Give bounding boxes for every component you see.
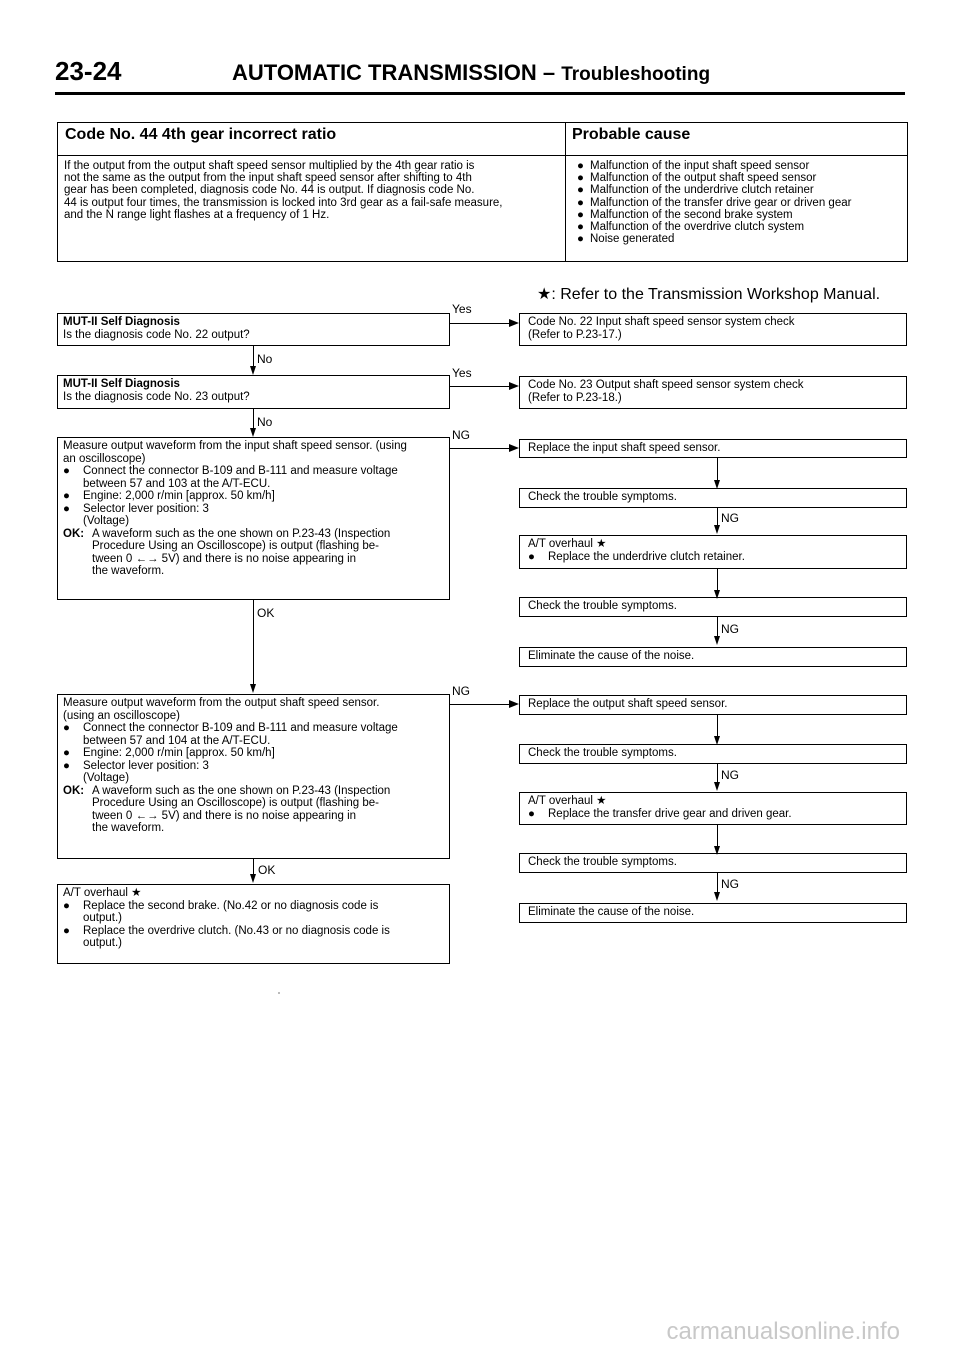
step1-question: Is the diagnosis code No. 22 output?	[63, 328, 250, 341]
subsection-title: Troubleshooting	[561, 64, 711, 85]
replace-output-sensor-box: Replace the output shaft speed sensor.	[519, 695, 907, 715]
step3-bullet: ● Selector lever position: 3	[63, 502, 209, 515]
ng-label: NG	[721, 768, 739, 782]
step2-title: MUT-II Self Diagnosis	[63, 378, 180, 390]
step2-yes-box	[519, 376, 907, 409]
code-column	[58, 123, 566, 261]
step5-item: ● Replace the second brake. (No.42 or no diagnosis code is	[63, 899, 379, 912]
step3-line: Measure output waveform from the input shaft speed sensor. (using	[63, 440, 407, 452]
step5-title: A/T overhaul ★	[63, 887, 142, 899]
cause-item: ● Malfunction of the output shaft speed sensor	[577, 172, 817, 185]
step3-ok-cont: the waveform.	[92, 565, 165, 577]
ng-label: NG	[452, 684, 470, 698]
no-label: No	[257, 415, 273, 429]
connector-line	[717, 873, 718, 894]
arrow-right-icon	[509, 444, 519, 452]
arrow-right-icon	[509, 319, 519, 327]
section-title: AUTOMATIC TRANSMISSION	[232, 60, 537, 85]
check-symptoms-box: Check the trouble symptoms.	[519, 488, 907, 508]
probable-cause-column	[565, 123, 907, 261]
arrow-right-icon	[509, 382, 519, 390]
connector-line	[253, 409, 254, 430]
code-title: Code No. 44 4th gear incorrect ratio	[58, 123, 565, 156]
step4-voltage: (Voltage)	[83, 772, 130, 784]
step4-bullet: ● Connect the connector B-109 and B-111 and measure voltage	[63, 722, 398, 734]
step2-question: Is the diagnosis code No. 23 output?	[63, 390, 250, 403]
step3-bullet: ● Connect the connector B-109 and B-111 and measure voltage	[63, 465, 398, 477]
workshop-manual-note: ★: Refer to the Transmission Workshop Manual.	[537, 286, 881, 303]
overhaul-box	[519, 792, 907, 825]
overhaul-title: A/T overhaul ★	[528, 795, 607, 807]
overhaul-item: ● Replace the underdrive clutch retainer.	[528, 550, 745, 563]
no-label: No	[257, 352, 273, 366]
arrow-down-icon	[250, 428, 256, 437]
eliminate-noise-box: Eliminate the cause of the noise.	[519, 647, 907, 667]
cause-item: ● Noise generated	[577, 233, 675, 246]
step3-bullet: ● Engine: 2,000 r/min [approx. 50 km/h]	[63, 490, 275, 502]
code-description	[58, 156, 565, 225]
eliminate-noise-box: Eliminate the cause of the noise.	[519, 903, 907, 923]
scan-artifact	[278, 992, 280, 994]
step2-box	[57, 375, 450, 409]
step1-yes-box	[519, 313, 907, 346]
step4-ok-cont: Procedure Using an Oscilloscope) is output (flashing be-	[92, 797, 380, 809]
check-symptoms-box: Check the trouble symptoms.	[519, 853, 907, 873]
description-line: and the N range light flashes at a frequency of 1 Hz.	[64, 208, 330, 221]
step5-box	[57, 884, 450, 964]
step3-ok-cont: tween 0 ←→ 5V) and there is no noise appearing in	[92, 552, 357, 565]
connector-line	[450, 386, 512, 387]
overhaul-title: A/T overhaul ★	[528, 538, 607, 550]
step3-bullet-cont: between 57 and 103 at the A/T-ECU.	[83, 477, 271, 490]
cause-item: ● Malfunction of the second brake system	[577, 208, 793, 221]
step1-box	[57, 313, 450, 346]
arrow-right-icon	[509, 700, 519, 708]
description-line: 44 is output four times, the transmission is locked into 3rd gear as a fail-safe measure,	[64, 196, 503, 209]
check-symptoms-box: Check the trouble symptoms.	[519, 597, 907, 617]
overhaul-box	[519, 535, 907, 569]
ng-label: NG	[721, 622, 739, 636]
description-line: gear has been completed, diagnosis code No. 44 is output. If diagnosis code No.	[64, 184, 475, 197]
watermark: carmanualsonline.info	[666, 1318, 900, 1345]
connector-line	[450, 323, 512, 324]
page-title	[232, 60, 710, 86]
description-line: If the output from the output shaft speed sensor multiplied by the 4th gear ratio is	[64, 160, 475, 172]
cause-item: ● Malfunction of the transfer drive gear or driven gear	[577, 196, 852, 209]
yes-label: Yes	[452, 302, 472, 316]
step3-box	[57, 437, 450, 600]
probable-cause-list	[565, 156, 907, 249]
connector-line	[450, 448, 512, 449]
step4-line: Measure output waveform from the output shaft speed sensor.	[63, 697, 380, 709]
overhaul-item: ● Replace the transfer drive gear and driven gear.	[528, 807, 792, 820]
step4-line: (using an oscilloscope)	[63, 709, 180, 722]
arrow-down-icon	[250, 684, 256, 693]
step4-ok: OK: A waveform such as the one shown on P.23-43 (Inspection	[63, 784, 391, 797]
step2-yes-ref: (Refer to P.23-18.)	[528, 391, 622, 404]
step5-item-cont: output.)	[83, 937, 122, 949]
step3-ok: OK: A waveform such as the one shown on P.23-43 (Inspection	[63, 527, 391, 540]
code-summary-box	[57, 122, 908, 262]
arrow-down-icon	[250, 874, 256, 883]
cause-item: ● Malfunction of the underdrive clutch retainer	[577, 184, 814, 197]
step1-yes-line: Code No. 22 Input shaft speed sensor system check	[528, 316, 795, 328]
header-rule	[55, 92, 905, 95]
cause-item: ● Malfunction of the overdrive clutch system	[577, 221, 805, 234]
arrow-down-icon	[714, 782, 720, 791]
step4-ok-cont: tween 0 ←→ 5V) and there is no noise appearing in	[92, 809, 357, 822]
yes-label: Yes	[452, 366, 472, 380]
arrow-down-icon	[250, 366, 256, 375]
step4-bullet: ● Engine: 2,000 r/min [approx. 50 km/h]	[63, 747, 275, 759]
step4-bullet-cont: between 57 and 104 at the A/T-ECU.	[83, 734, 271, 747]
step5-item-cont: output.)	[83, 912, 122, 924]
title-dash: –	[542, 60, 556, 85]
description-line: not the same as the output from the input shaft speed sensor after shifting to 4th	[64, 172, 472, 185]
arrow-down-icon	[714, 892, 720, 901]
step3-line: an oscilloscope)	[63, 452, 146, 465]
ng-label: NG	[452, 428, 470, 442]
ng-label: NG	[721, 511, 739, 525]
step1-title: MUT-II Self Diagnosis	[63, 316, 180, 328]
step3-voltage: (Voltage)	[83, 515, 130, 527]
page-number: 23-24	[55, 56, 122, 86]
step2-yes-line: Code No. 23 Output shaft speed sensor system check	[528, 379, 804, 391]
ok-label: OK	[258, 863, 276, 877]
cause-item: ● Malfunction of the input shaft speed sensor	[577, 160, 810, 172]
ok-label: OK	[257, 606, 275, 620]
step5-item: ● Replace the overdrive clutch. (No.43 or no diagnosis code is	[63, 924, 390, 937]
arrow-down-icon	[714, 636, 720, 645]
connector-line	[253, 600, 254, 687]
step4-box	[57, 694, 450, 859]
connector-line	[450, 704, 512, 705]
probable-cause-title: Probable cause	[565, 123, 907, 156]
connector-line	[253, 346, 254, 368]
ng-label: NG	[721, 877, 739, 891]
step4-ok-cont: the waveform.	[92, 822, 165, 834]
step1-yes-ref: (Refer to P.23-17.)	[528, 328, 622, 341]
check-symptoms-box: Check the trouble symptoms.	[519, 744, 907, 764]
step4-bullet: ● Selector lever position: 3	[63, 759, 209, 772]
replace-input-sensor-box: Replace the input shaft speed sensor.	[519, 439, 907, 458]
step3-ok-cont: Procedure Using an Oscilloscope) is output (flashing be-	[92, 540, 380, 552]
arrow-down-icon	[714, 525, 720, 534]
